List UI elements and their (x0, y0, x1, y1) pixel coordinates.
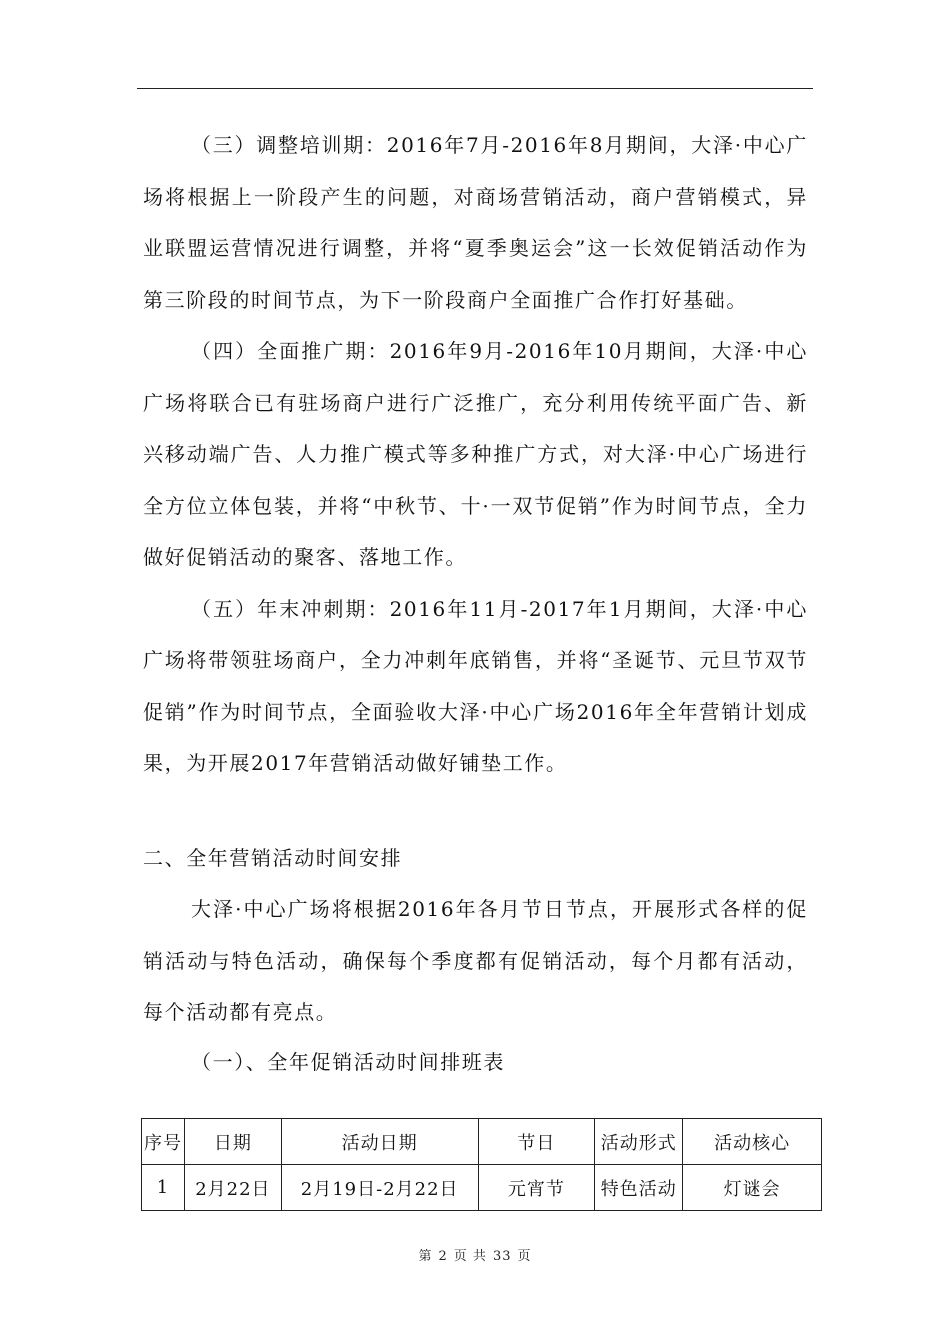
table-cell: 2月22日 (184, 1165, 281, 1211)
header-cell-date: 日期 (184, 1119, 281, 1165)
footer-suffix: 页 (517, 1249, 532, 1264)
table-header-row (142, 1119, 822, 1165)
header-cell-index: 序号 (142, 1119, 185, 1165)
footer-total-pages: 33 (492, 1249, 512, 1264)
header-rule (137, 88, 813, 89)
section-heading: 二、全年营销活动时间安排 (143, 845, 403, 870)
footer-prefix: 第 (418, 1249, 433, 1264)
header-cell-activity-core: 活动核心 (683, 1119, 822, 1165)
header-cell-activity-type: 活动形式 (595, 1119, 683, 1165)
header-cell-activity-dates: 活动日期 (281, 1119, 478, 1165)
paragraph-adjustment-training: （三）调整培训期：2016年7月-2016年8月期间，大泽·中心广场将根据上一阶段产生的问题，对商场营销活动，商户营销模式，异业联盟运营情况进行调整，并将“夏季奥运会”这一长效促销活动作为第三阶段的时间节点，为下一阶段商户全面推广合作打好基础。 (143, 133, 808, 312)
section-intro: 大泽·中心广场将根据2016年各月节日节点，开展形式各样的促销活动与特色活动，确保每个季度都有促销活动，每个月都有活动，每个活动都有亮点。 (143, 897, 808, 1024)
document-body (143, 120, 808, 1085)
paragraph-full-promotion: （四）全面推广期：2016年9月-2016年10月期间，大泽·中心广场将联合已有驻场商户进行广泛推广，充分利用传统平面广告、新兴移动端广告、人力推广模式等多种推广方式，对大泽·中心广场进行全方位立体包装，并将“中秋节、十·一双节促销”作为时间节点，全力做好促销活动的聚客、落地工作。 (143, 339, 808, 569)
table-caption: （一）、全年促销活动时间排班表 (191, 1049, 505, 1074)
header-cell-festival: 节日 (478, 1119, 595, 1165)
table-cell: 2月19日-2月22日 (281, 1165, 478, 1211)
table-cell: 灯谜会 (683, 1165, 822, 1211)
table-row (142, 1165, 822, 1211)
page-footer (0, 1245, 950, 1264)
table-cell: 1 (142, 1165, 185, 1211)
footer-mid: 页 共 (453, 1249, 487, 1264)
table-cell: 特色活动 (595, 1165, 683, 1211)
promotion-schedule-table (141, 1118, 822, 1211)
footer-page-number: 2 (438, 1249, 448, 1264)
table-cell: 元宵节 (478, 1165, 595, 1211)
paragraph-year-end-sprint: （五）年末冲刺期：2016年11月-2017年1月期间，大泽·中心广场将带领驻场商户，全力冲刺年底销售，并将“圣诞节、元旦节双节促销”作为时间节点，全面验收大泽·中心广场2016年全年营销计划成果，为开展2017年营销活动做好铺垫工作。 (143, 596, 808, 775)
